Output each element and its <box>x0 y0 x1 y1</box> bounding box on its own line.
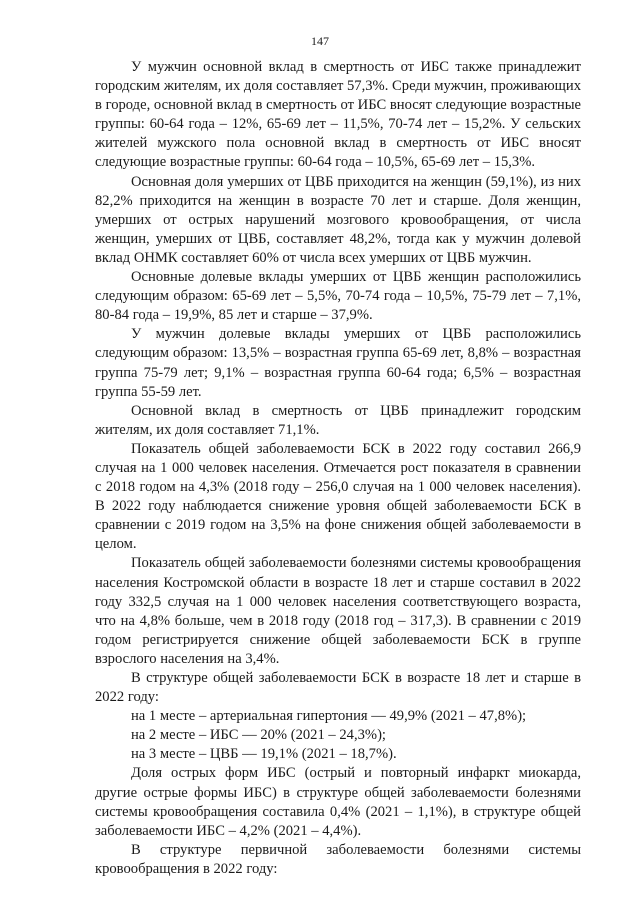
paragraph-cvd-female-share: Основная доля умерших от ЦВБ приходится на женщин (59,1%), из них 82,2% приходится на женщин в возрасте 70 лет и старше. Доля женщин, умерших от острых нарушений мозгового кровообращения, от числа женщин, умерших от ЦВБ, составляет 48,2%, тогда как у мужчин долевой вклад ОНМК составляет 60% от числа всех умерших от ЦВБ мужчин. <box>95 173 581 266</box>
paragraph-structure-intro: В структуре общей заболеваемости БСК в возрасте 18 лет и старше в 2022 году: <box>95 670 581 706</box>
paragraph-cvd-female-age-groups: Основные долевые вклады умерших от ЦВБ женщин расположились следующим образом: 65-69 лет – 5,5%, 70-74 года – 10,5%, 75-79 лет – 7,1%, 80-84 года – 19,9%, 85 лет и старше – 37,9%. <box>95 269 581 324</box>
paragraph-bsk-morbidity-adults: Показатель общей заболеваемости болезнями системы кровообращения населения Костромской области в возрасте 18 лет и старше составил в 2022 году 332,5 случая на 1 000 человек населения соответствующего возраста, что на 4,8% больше, чем в 2018 году (2018 год – 317,3). В сравнении с 2019 годом регистрируется снижение общей заболеваемости БСК в группе взрослого населения на 3,4%. <box>95 555 581 667</box>
paragraph-ihd-male-mortality: У мужчин основной вклад в смертность от ИБС также принадлежит городским жителям, их доля составляет 57,3%. Среди мужчин, проживающих в городе, основной вклад в смертность от ИБС вносят следующие возрастные группы: 60-64 года – 12%, 65-69 лет – 11,5%, 70-74 лет – 15,2%. У сельских жителей мужского пола основной вклад в смертность от ИБС вносят следующие возрастные группы: 60-64 года – 10,5%, 65-69 лет – 15,3%. <box>95 59 581 171</box>
ranking-item-2: на 2 месте – ИБС — 20% (2021 – 24,3%); <box>131 727 386 744</box>
paragraph-cvd-urban-share: Основной вклад в смертность от ЦВБ принадлежит городским жителям, их доля составляет 71,1%. <box>95 402 581 438</box>
ranking-item-3: на 3 месте – ЦВБ — 19,1% (2021 – 18,7%). <box>131 746 397 763</box>
paragraph-cvd-male-age-groups: У мужчин долевые вклады умерших от ЦВБ расположились следующим образом: 13,5% – возрастная группа 65-69 лет, 8,8% – возрастная группа 75-79 лет; 9,1% – возрастная группа 60-64 года; 6,5% – возрастная группа 55-59 лет. <box>95 326 581 400</box>
page-number: 147 <box>311 34 329 48</box>
ranking-item-1: на 1 месте – артериальная гипертония — 49,9% (2021 – 47,8%); <box>131 708 527 725</box>
paragraph-bsk-morbidity-total: Показатель общей заболеваемости БСК в 2022 году составил 266,9 случая на 1 000 человек населения. Отмечается рост показателя в сравнении с 2018 годом на 4,3% (2018 году – 256,0 случая на 1 000 человек населения). В 2022 году наблюдается снижение уровня общей заболеваемости БСК в сравнении с 2019 годом на 3,5% на фоне снижения общей заболеваемости в целом. <box>95 440 581 553</box>
paragraph-acute-ihd-share: Доля острых форм ИБС (острый и повторный инфаркт миокарда, другие острые формы ИБС) в структуре общей заболеваемости болезнями системы кровообращения составила 0,4% (2021 – 1,1%), в структуре общей заболеваемости ИБС – 4,2% (2021 – 4,4%). <box>95 765 581 839</box>
paragraph-primary-morbidity-intro: В структуре первичной заболеваемости болезнями системы кровообращения в 2022 году: <box>95 841 581 877</box>
document-body <box>95 58 581 879</box>
